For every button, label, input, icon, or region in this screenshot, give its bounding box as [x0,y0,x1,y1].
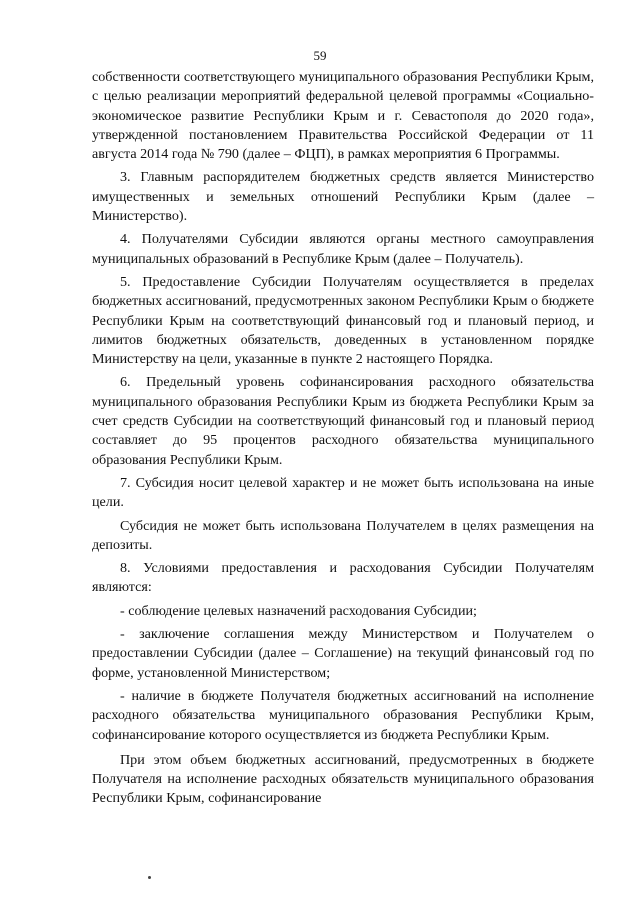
list-item-target-use: - соблюдение целевых назначений расходования Субсидии; [120,602,477,619]
paragraph-budget-volume: При этом объем бюджетных ассигнований, предусмотренных в бюджете Получателя на исполнение расходных обязательств муниципального образования Республики Крым, софинансирование [92,751,594,807]
document-body [92,68,594,809]
page-number: 59 [313,48,327,63]
paragraph-clause-7: 7. Субсидия носит целевой характер и не может быть использована на иные цели. [92,474,594,511]
paragraph-deposit-restriction: Субсидия не может быть использована Получателем в целях размещения на депозиты. [92,517,594,553]
list-item-agreement: - заключение соглашения между Министерством и Получателем о предоставлении Субсидии (далее – Соглашение) на текущий финансовый год по форме, установленной Министерством; [92,626,594,681]
paragraph-clause-8: 8. Условиями предоставления и расходования Субсидии Получателям являются: [92,560,594,596]
paragraph-clause-4: 4. Получателями Субсидии являются органы местного самоуправления муниципальных образований в Республике Крым (далее – Получатель). [92,231,594,267]
paragraph-clause-3: 3. Главным распорядителем бюджетных средств является Министерство имущественных и земельных отношений Республики Крым (далее – Министерство). [92,169,594,225]
paragraph-clause-5: 5. Предоставление Субсидии Получателям осуществляется в пределах бюджетных ассигнований, предусмотренных законом Республики Крым о бюджете Республики Крым на соответствующий финансовый год и плановый период, и лимитов бюджетных обязательств, доведенных в установленном порядке Министерству на цели, указанные в пункте 2 настоящего Порядка. [92,273,594,368]
paragraph-clause-6: 6. Предельный уровень софинансирования расходного обязательства муниципального образования Республики Крым из бюджета Республики Крым за счет средств Субсидии на соответствующий финансовый год и плановый период составляет до 95 процентов расходного обязательства муниципального образования Республики Крым. [92,374,594,468]
scan-dot [148,876,151,879]
paragraph-continuation: собственности соответствующего муниципального образования Республики Крым, с целью реализации мероприятий федеральной целевой программы «Социально-экономическое развитие Республики Крым и г. Севастополя до 2020 года», утвержденной постановлением Правительства Российской Федерации от 11 августа 2014 года № 790 (далее – ФЦП), в рамках мероприятия 6 Программы. [92,69,594,163]
list-item-budget-allocations: - наличие в бюджете Получателя бюджетных ассигнований на исполнение расходного обязательства муниципального образования Республики Крым, софинансирование которого осуществляется из бюджета Республики Крым. [92,687,594,743]
